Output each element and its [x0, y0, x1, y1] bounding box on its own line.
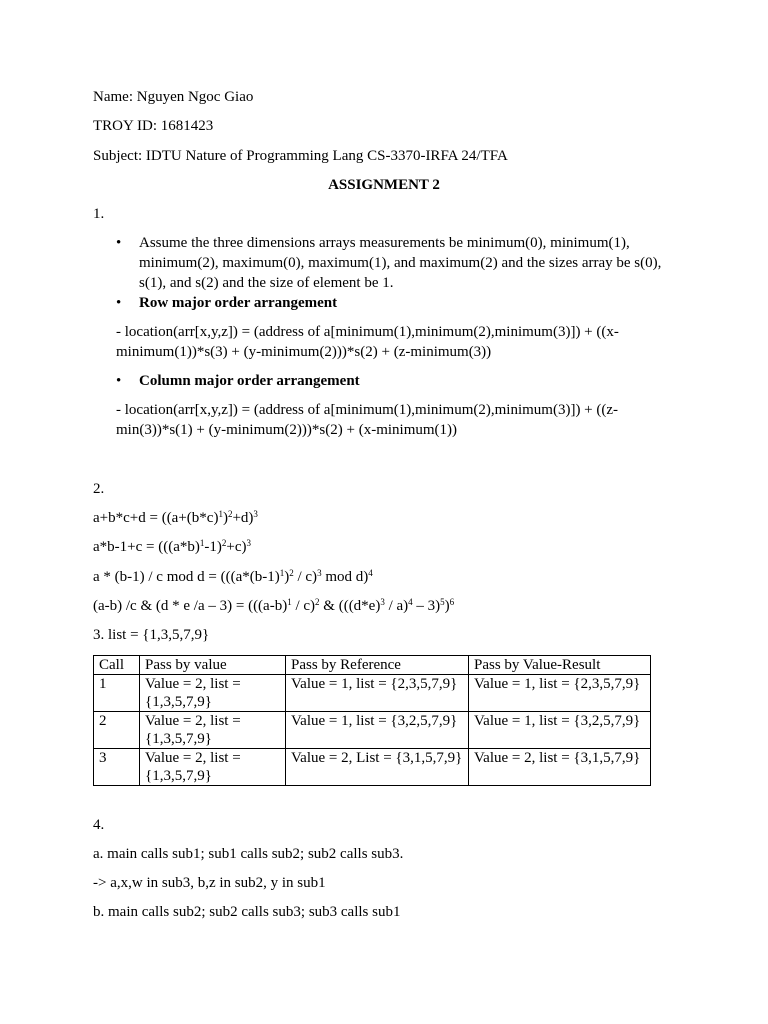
q4-part-a: a. main calls sub1; sub1 calls sub2; sub2 calls sub3. [93, 846, 404, 862]
table-cell: Value = 2, list = {3,1,5,7,9} [469, 749, 651, 786]
bullet-icon: • [116, 373, 122, 389]
expression-2: $a*b-1+c = (((a*b)^1-1)^2+c)^3$ [93, 538, 251, 555]
table-cell: 2 [94, 712, 140, 749]
expression-3: a * (b-1) / c mod $d = (((a*(b-1)^1)^2 / c)^3$ mod d)$^4$ [93, 568, 373, 585]
bullet-icon: • [116, 295, 122, 311]
column-major-formula: - location(arr[x,y,z]) = (address of a[minimum(1),minimum(2),minimum(3)]) + ((z-min(3))*s(1) + (y-minimum(2)))*s(2) + (x-minimum(1)) [116, 402, 619, 438]
table-cell: 1 [94, 675, 140, 712]
troy-id: TROY ID: 1681423 [93, 118, 214, 134]
table-header-cell: Pass by Reference [286, 656, 469, 675]
table-row [94, 675, 651, 712]
table-cell: 3 [94, 749, 140, 786]
row-major-heading: Row major order arrangement [139, 295, 338, 311]
q4-part-a-answer: -> a,x,w in sub3, b,z in sub2, y in sub1 [93, 875, 326, 891]
table-cell: Value = 1, list = {2,3,5,7,9} [469, 675, 651, 712]
expression-1: $a+b*c+d = ((a+(b*c)^1)^2+d)^3$ [93, 509, 258, 526]
table-cell: Value = 1, list = {2,3,5,7,9} [286, 675, 469, 712]
table-header-cell: Call [94, 656, 140, 675]
table-header-cell: Pass by Value-Result [469, 656, 651, 675]
table-cell: Value = 2, list = {1,3,5,7,9} [140, 749, 286, 786]
table-cell: Value = 2, list = {1,3,5,7,9} [140, 712, 286, 749]
question-2-number: 2. [93, 481, 105, 497]
question-3-heading: 3. list = {1,3,5,7,9} [93, 627, 210, 643]
expression-4: (a-b) /c & (d * e $/a - 3) = (((a-b)^1 / c)^2$ & $(((d*e)^3 / a)^4 - 3)^5)^6$ [93, 597, 455, 614]
table-row [94, 749, 651, 786]
assignment-title: ASSIGNMENT 2 [328, 177, 440, 193]
table-row [94, 712, 651, 749]
q1-assumption: Assume the three dimensions arrays measurements be minimum(0), minimum(1), minimum(2), maximum(0), maximum(1), and maximum(2) and the sizes array be s(0), s(1), and s(2) and the size of element be 1. [139, 235, 662, 291]
subject-line: Subject: IDTU Nature of Programming Lang CS-3370-IRFA 24/TFA [93, 148, 508, 164]
student-name: Name: Nguyen Ngoc Giao [93, 89, 254, 105]
question-1-number: 1. [93, 206, 105, 222]
table-header-row [94, 656, 651, 675]
column-major-heading: Column major order arrangement [139, 373, 360, 389]
question-4-number: 4. [93, 817, 105, 833]
parameter-passing-table [93, 655, 651, 786]
table-cell: Value = 1, list = {3,2,5,7,9} [286, 712, 469, 749]
table-cell: Value = 2, list = {1,3,5,7,9} [140, 675, 286, 712]
table-cell: Value = 2, List = {3,1,5,7,9} [286, 749, 469, 786]
table-header-cell: Pass by value [140, 656, 286, 675]
row-major-formula: - location(arr[x,y,z]) = (address of a[minimum(1),minimum(2),minimum(3)]) + ((x-minimum(1))*s(3) + (y-minimum(2)))*s(2) + (z-minimum(3)) [116, 324, 619, 360]
q4-part-b: b. main calls sub2; sub2 calls sub3; sub3 calls sub1 [93, 904, 401, 920]
table-cell: Value = 1, list = {3,2,5,7,9} [469, 712, 651, 749]
bullet-icon: • [116, 235, 122, 251]
